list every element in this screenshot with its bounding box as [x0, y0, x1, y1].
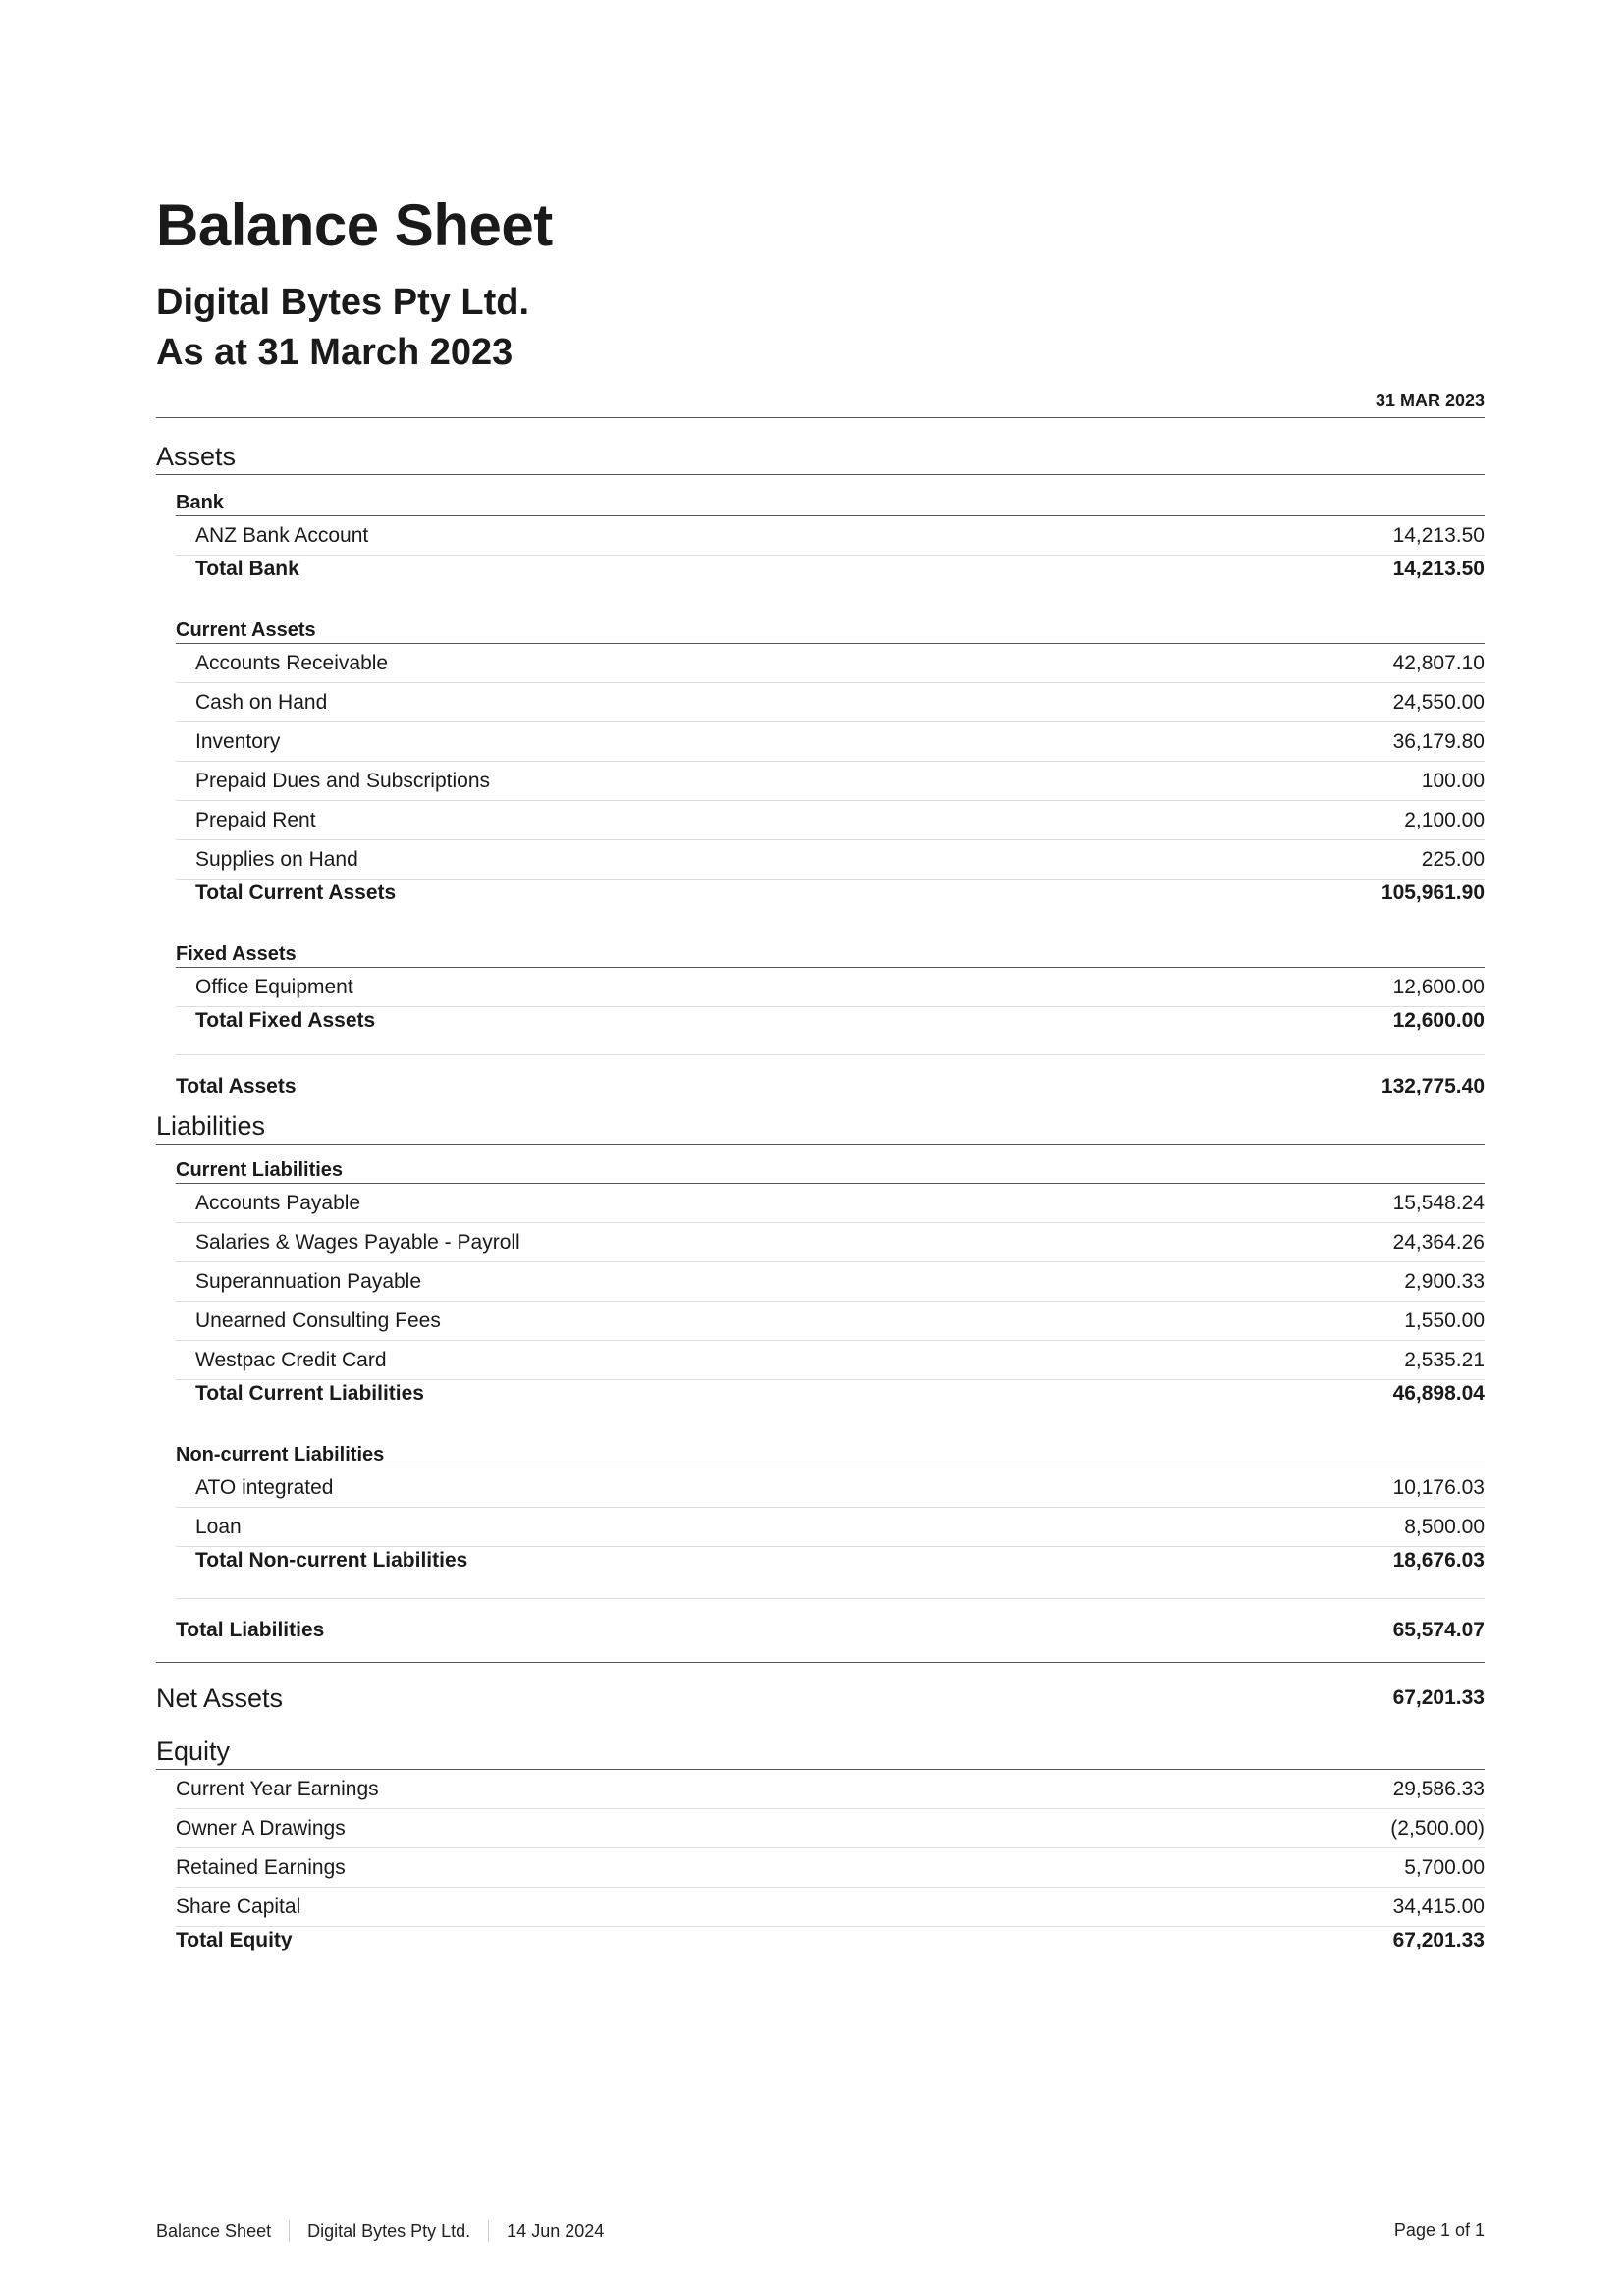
account-row — [176, 1508, 1485, 1547]
total-row-equity — [176, 1927, 1485, 1962]
equity-section-title: Equity — [156, 1728, 1485, 1770]
account-amount: 5,700.00 — [1404, 1855, 1485, 1879]
total-label: Total Fixed Assets — [195, 1009, 376, 1032]
report-page — [156, 191, 1485, 1962]
account-amount: 15,548.24 — [1392, 1191, 1485, 1214]
footer-left — [156, 2220, 604, 2242]
account-row — [176, 762, 1485, 801]
account-label: Loan — [195, 1515, 242, 1538]
liabilities-section-title: Liabilities — [156, 1108, 1485, 1145]
account-label: Accounts Receivable — [195, 651, 389, 674]
total-liabilities-row — [176, 1598, 1485, 1652]
total-amount: 67,201.33 — [1392, 1929, 1485, 1951]
current-liabilities-group — [176, 1145, 1485, 1414]
total-row-noncurrent-liabilities — [176, 1547, 1485, 1580]
account-row — [176, 1848, 1485, 1888]
footer-print-date: 14 Jun 2024 — [507, 2220, 605, 2241]
page-footer — [156, 2220, 1485, 2242]
current-assets-group — [176, 603, 1485, 913]
account-row — [176, 801, 1485, 840]
footer-report-name: Balance Sheet — [156, 2220, 272, 2241]
noncurrent-liabilities-group — [176, 1427, 1485, 1580]
account-label: Supplies on Hand — [195, 847, 358, 871]
account-label: ANZ Bank Account — [195, 523, 369, 547]
report-period: As at 31 March 2023 — [156, 332, 514, 373]
account-amount: 2,900.33 — [1404, 1269, 1485, 1293]
total-row-fixed-assets — [176, 1007, 1485, 1041]
account-amount: 100.00 — [1421, 769, 1485, 792]
net-assets-label: Net Assets — [156, 1682, 284, 1713]
account-amount: 2,535.21 — [1404, 1348, 1485, 1371]
total-amount: 18,676.03 — [1392, 1549, 1485, 1572]
account-label: Retained Earnings — [176, 1855, 346, 1879]
current-assets-rows — [176, 644, 1485, 913]
account-row — [176, 1262, 1485, 1302]
account-label: Office Equipment — [195, 975, 353, 998]
account-label: Superannuation Payable — [195, 1269, 422, 1293]
account-row — [176, 683, 1485, 722]
total-amount: 12,600.00 — [1392, 1009, 1485, 1032]
account-row — [176, 968, 1485, 1007]
footer-divider — [289, 2220, 290, 2242]
total-amount: 46,898.04 — [1392, 1382, 1485, 1405]
bank-group — [176, 475, 1485, 589]
account-amount: 225.00 — [1421, 847, 1485, 871]
account-label: Prepaid Dues and Subscriptions — [195, 769, 491, 792]
account-row — [176, 1468, 1485, 1508]
total-liabilities-amount: 65,574.07 — [1392, 1619, 1485, 1641]
account-row — [176, 1770, 1485, 1809]
total-label: Total Bank — [195, 558, 299, 580]
account-amount: 24,550.00 — [1392, 690, 1485, 714]
account-amount: 14,213.50 — [1392, 523, 1485, 547]
account-row — [176, 516, 1485, 556]
net-assets-amount: 67,201.33 — [1392, 1686, 1485, 1709]
bank-rows — [176, 516, 1485, 589]
account-row — [176, 1223, 1485, 1262]
account-label: Accounts Payable — [195, 1191, 361, 1214]
total-liabilities-label: Total Liabilities — [176, 1619, 325, 1641]
account-row — [176, 722, 1485, 762]
assets-section-title: Assets — [156, 418, 1485, 475]
account-amount: 42,807.10 — [1392, 651, 1485, 674]
total-row-current-liabilities — [176, 1380, 1485, 1414]
total-label: Total Equity — [176, 1929, 293, 1951]
account-label: Inventory — [195, 729, 281, 753]
account-label: Current Year Earnings — [176, 1777, 379, 1800]
total-assets-row — [176, 1054, 1485, 1108]
account-amount: 1,550.00 — [1404, 1308, 1485, 1332]
total-row-current-assets — [176, 880, 1485, 913]
total-label: Total Current Assets — [195, 881, 397, 904]
account-row — [176, 644, 1485, 683]
account-label: Owner A Drawings — [176, 1816, 346, 1840]
account-amount: 29,586.33 — [1392, 1777, 1485, 1800]
account-amount: 12,600.00 — [1392, 975, 1485, 998]
footer-divider — [488, 2220, 489, 2242]
account-amount: 24,364.26 — [1392, 1230, 1485, 1254]
account-row — [176, 1302, 1485, 1341]
footer-company-name: Digital Bytes Pty Ltd. — [307, 2220, 471, 2241]
account-amount: (2,500.00) — [1390, 1816, 1485, 1840]
report-title: Balance Sheet — [156, 192, 553, 258]
account-amount: 10,176.03 — [1392, 1475, 1485, 1499]
group-title-current-assets: Current Assets — [176, 603, 1485, 644]
total-assets-amount: 132,775.40 — [1380, 1075, 1485, 1097]
account-row — [176, 840, 1485, 880]
account-label: Share Capital — [176, 1895, 301, 1918]
account-row — [176, 1809, 1485, 1848]
footer-page-number: Page 1 of 1 — [1393, 2220, 1485, 2240]
account-row — [176, 1888, 1485, 1927]
group-title-fixed-assets: Fixed Assets — [176, 927, 1485, 968]
current-liabilities-rows — [176, 1184, 1485, 1414]
equity-rows — [176, 1770, 1485, 1962]
total-label: Total Current Liabilities — [195, 1382, 424, 1405]
account-label: Prepaid Rent — [195, 808, 316, 831]
account-amount: 36,179.80 — [1392, 729, 1485, 753]
account-amount: 34,415.00 — [1392, 1895, 1485, 1918]
column-date-header: 31 MAR 2023 — [156, 378, 1485, 418]
account-row — [176, 1184, 1485, 1223]
fixed-assets-rows — [176, 968, 1485, 1041]
total-amount: 105,961.90 — [1380, 881, 1485, 904]
account-row — [176, 1341, 1485, 1380]
group-title-bank: Bank — [176, 475, 1485, 516]
account-label: Cash on Hand — [195, 690, 328, 714]
net-assets-row — [156, 1662, 1485, 1728]
account-label: Salaries & Wages Payable - Payroll — [195, 1230, 520, 1254]
noncurrent-liabilities-rows — [176, 1468, 1485, 1580]
total-amount: 14,213.50 — [1392, 558, 1485, 580]
account-label: Unearned Consulting Fees — [195, 1308, 441, 1332]
group-title-current-liabilities: Current Liabilities — [176, 1145, 1485, 1184]
account-amount: 8,500.00 — [1404, 1515, 1485, 1538]
group-title-noncurrent-liabilities: Non-current Liabilities — [176, 1427, 1485, 1468]
company-name: Digital Bytes Pty Ltd. — [156, 282, 530, 323]
account-label: Westpac Credit Card — [195, 1348, 387, 1371]
total-row-bank — [176, 556, 1485, 589]
account-label: ATO integrated — [195, 1475, 334, 1499]
fixed-assets-group — [176, 927, 1485, 1041]
account-amount: 2,100.00 — [1404, 808, 1485, 831]
total-assets-label: Total Assets — [176, 1075, 297, 1097]
total-label: Total Non-current Liabilities — [195, 1549, 468, 1572]
